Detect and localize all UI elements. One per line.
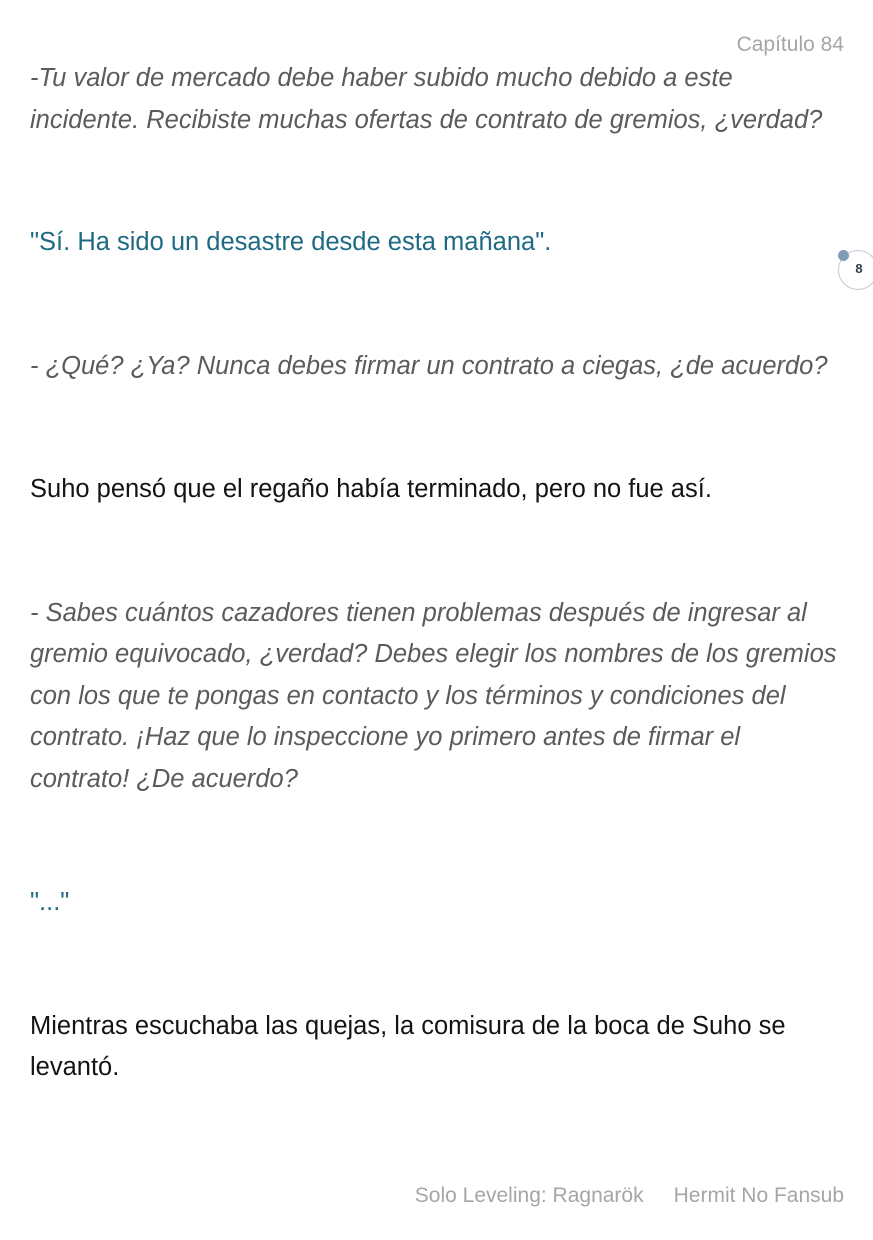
- paragraph-suho-dialogue: "Sí. Ha sido un desastre desde esta mañana".: [30, 228, 552, 256]
- paragraph-narration: Mientras escuchaba las quejas, la comisura de la boca de Suho se levantó.: [30, 1011, 786, 1081]
- reader-content: [30, 58, 840, 1089]
- paragraph-narration: Suho pensó que el regaño había terminado, pero no fue así.: [30, 475, 712, 503]
- paragraph-suho-dialogue: "...": [30, 888, 70, 916]
- paragraph-phone-dialogue: - ¿Qué? ¿Ya? Nunca debes firmar un contrato a ciegas, ¿de acuerdo?: [30, 351, 828, 380]
- translator-credit: Hermit No Fansub: [673, 1184, 844, 1207]
- book-title: Solo Leveling: Ragnarök: [414, 1184, 644, 1207]
- page-number: 8: [855, 261, 863, 276]
- page-number-indicator[interactable]: [838, 250, 873, 290]
- page-footer: [415, 1182, 844, 1210]
- paragraph-phone-dialogue: - Sabes cuántos cazadores tienen problemas después de ingresar al gremio equivocado, ¿verdad? Debes elegir los nombres de los gremios con los que te pongas en contacto y los términos y condiciones del contrato. ¡Haz que lo inspeccione yo primero antes de firmar el contrato! ¿De acuerdo?: [30, 598, 837, 793]
- paragraph-phone-dialogue: -Tu valor de mercado debe haber subido mucho debido a este incidente. Recibiste muchas ofertas de contrato de gremios, ¿verdad?: [30, 64, 823, 134]
- chapter-title: Capítulo 84: [736, 33, 844, 56]
